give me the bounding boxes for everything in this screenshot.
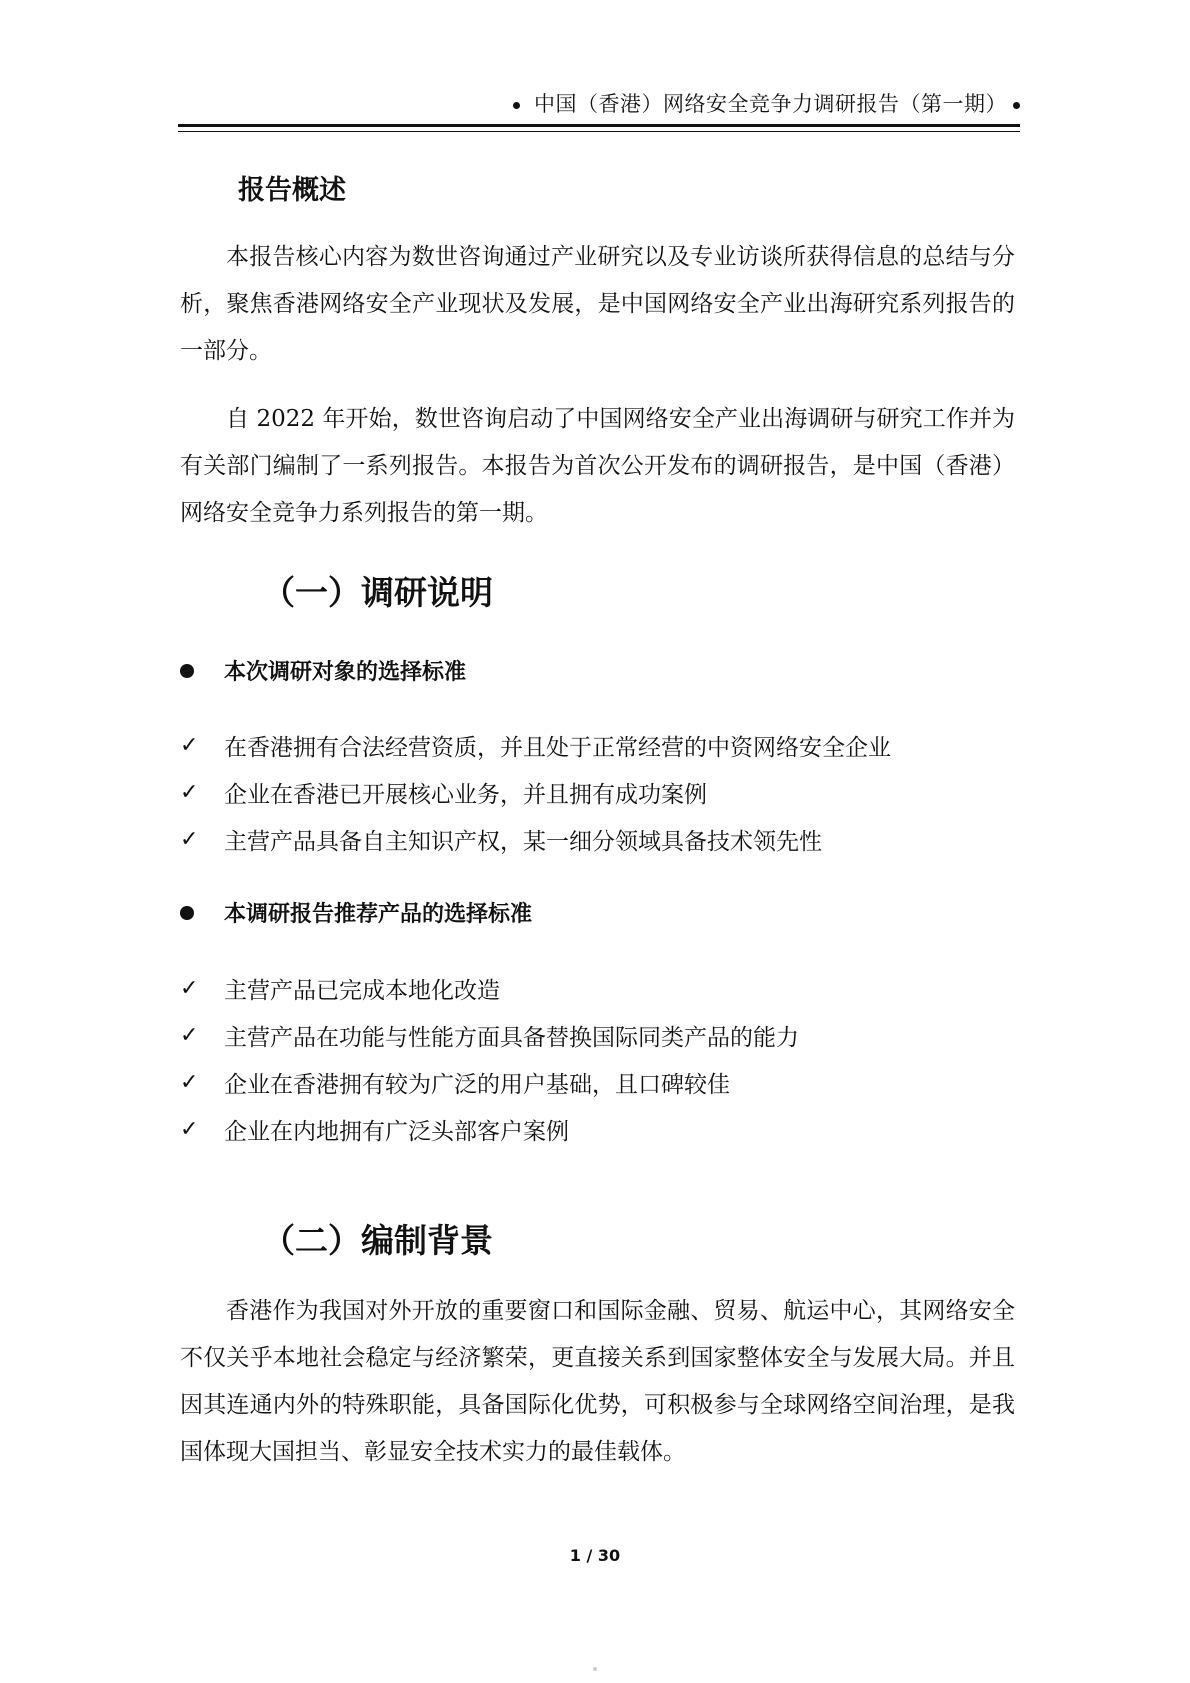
checkmark-icon: ✓ bbox=[180, 780, 199, 805]
criteria-item-text: 企业在内地拥有广泛头部客户案例 bbox=[224, 1119, 569, 1145]
overview-paragraph-2: 自 2022 年开始，数世咨询启动了中国网络安全产业出海调研与研究工作并为有关部门编制了一系列报告。本报告为首次公开发布的调研报告，是中国（香港）网络安全竞争力系列报告的第一期。 bbox=[180, 406, 1015, 526]
criteria-item bbox=[180, 965, 799, 1012]
checkmark-icon: ✓ bbox=[180, 733, 199, 758]
criteria-item-text: 在香港拥有合法经营资质，并且处于正常经营的中资网络安全企业 bbox=[224, 735, 891, 761]
background-paragraph: 香港作为我国对外开放的重要窗口和国际金融、贸易、航运中心，其网络安全不仅关乎本地社会稳定与经济繁荣，更直接关系到国家整体安全与发展大局。并且因其连通内外的特殊职能，具备国际化优势，可积极参与全球网络空间治理，是我国体现大国担当、彰显安全技术实力的最佳载体。 bbox=[180, 1298, 1015, 1465]
header-rule-thin bbox=[178, 131, 1020, 132]
criteria-item-text: 企业在香港拥有较为广泛的用户基础，且口碑较佳 bbox=[224, 1072, 730, 1098]
scan-speck bbox=[593, 1667, 597, 1671]
criteria-group-title bbox=[180, 655, 466, 686]
header-rule-thick bbox=[178, 124, 1020, 127]
page-number: 1 / 30 bbox=[569, 1546, 621, 1565]
bullet-disc-icon bbox=[180, 906, 194, 920]
checkmark-icon: ✓ bbox=[180, 1070, 199, 1095]
criteria-group-title bbox=[180, 897, 532, 928]
overview-paragraph-1: 本报告核心内容为数世咨询通过产业研究以及专业访谈所获得信息的总结与分析，聚焦香港网络安全产业现状及发展，是中国网络安全产业出海研究系列报告的一部分。 bbox=[180, 244, 1015, 364]
criteria-item bbox=[180, 1106, 799, 1153]
criteria-item bbox=[180, 1059, 799, 1106]
criteria-list bbox=[180, 965, 799, 1153]
criteria-group-title-text: 本调研报告推荐产品的选择标准 bbox=[224, 902, 533, 927]
criteria-item-text: 主营产品已完成本地化改造 bbox=[224, 978, 500, 1004]
criteria-item bbox=[180, 769, 891, 816]
running-header bbox=[180, 88, 1020, 118]
criteria-item bbox=[180, 1012, 799, 1059]
criteria-list bbox=[180, 722, 891, 863]
checkmark-icon: ✓ bbox=[180, 1117, 199, 1142]
criteria-group-title-text: 本次调研对象的选择标准 bbox=[224, 660, 467, 685]
checkmark-icon: ✓ bbox=[180, 1023, 199, 1048]
header-bullet-icon bbox=[1013, 102, 1020, 109]
section1-heading: （一）调研说明 bbox=[262, 573, 493, 612]
checkmark-icon: ✓ bbox=[180, 976, 199, 1001]
criteria-item-text: 主营产品具备自主知识产权，某一细分领域具备技术领先性 bbox=[224, 829, 822, 855]
criteria-item-text: 企业在香港已开展核心业务，并且拥有成功案例 bbox=[224, 782, 707, 808]
checkmark-icon: ✓ bbox=[180, 827, 199, 852]
header-bullet-icon bbox=[513, 102, 520, 109]
bullet-disc-icon bbox=[180, 664, 194, 678]
criteria-item-text: 主营产品在功能与性能方面具备替换国际同类产品的能力 bbox=[224, 1025, 799, 1051]
criteria-item bbox=[180, 816, 891, 863]
overview-heading: 报告概述 bbox=[238, 175, 346, 206]
section2-heading: （二）编制背景 bbox=[262, 1221, 493, 1260]
criteria-item bbox=[180, 722, 891, 769]
header-title: 中国（香港）网络安全竞争力调研报告（第一期） bbox=[534, 92, 1007, 116]
